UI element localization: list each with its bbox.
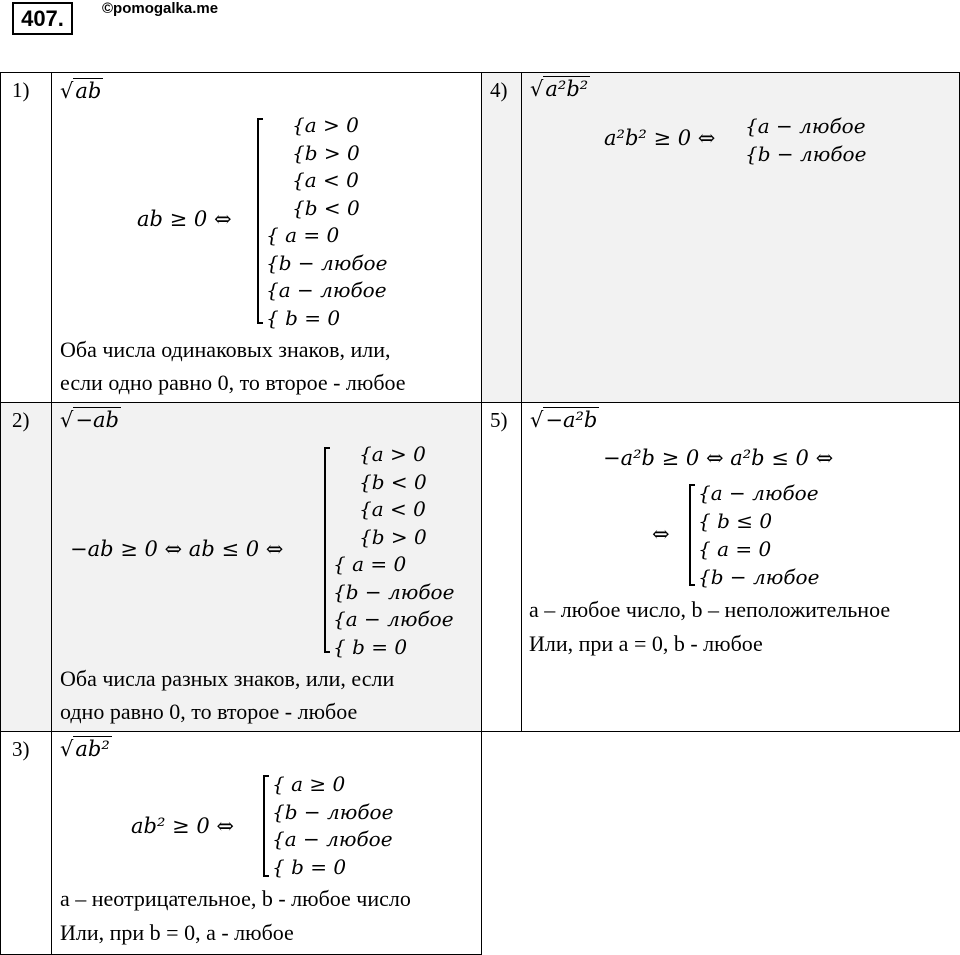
cell-2-num-col: [0, 402, 52, 732]
cell-1-text-2: если одно равно 0, то второе - любое: [60, 370, 406, 395]
cell-2-row-3: {a < 0: [359, 497, 426, 521]
cell-5-root: √−a²b: [530, 408, 598, 432]
cell-5-row-1: {a − любое: [698, 481, 819, 505]
cell-3-lhs: ab² ≥ 0 ⇔: [131, 814, 234, 838]
cell-5-bracket: [689, 484, 695, 586]
cell-2-text-2: одно равно 0, то второе - любое: [60, 699, 358, 724]
cell-2-number: 2): [12, 408, 30, 432]
cell-3-text-1: a – неотрицательное, b - любое число: [60, 886, 411, 911]
cell-5-text-1: a – любое число, b – неположительное: [529, 597, 891, 622]
cell-2-row-2: {b < 0: [359, 470, 427, 494]
cell-3-bracket: [263, 775, 269, 877]
cell-1-bracket: [257, 118, 263, 324]
cell-3-text-2: Или, при b = 0, a - любое: [60, 920, 294, 945]
cell-1-number: 1): [12, 78, 30, 102]
cell-3-number: 3): [12, 737, 30, 761]
cell-3-row-1: { a ≥ 0: [272, 772, 346, 796]
cell-4-row-2: {b − любое: [745, 142, 867, 166]
cell-3-row-4: { b = 0: [272, 855, 347, 879]
cell-2-row-7: {a − любое: [333, 607, 454, 631]
cell-1-row-4: {b < 0: [292, 196, 360, 220]
cell-4-num-col: [481, 72, 522, 403]
cell-5-row-3: { a = 0: [698, 537, 772, 561]
cell-1-row-7: {a − любое: [266, 278, 387, 302]
cell-3-num-col: [0, 731, 52, 955]
site-watermark: ©pomogalka.me: [102, 0, 219, 17]
cell-2-text-1: Оба числа разных знаков, или, если: [60, 666, 395, 691]
cell-1-text-1: Оба числа одинаковых знаков, или,: [60, 337, 391, 362]
cell-1-lhs: ab ≥ 0 ⇔: [137, 207, 232, 231]
cell-3-root: √ab²: [60, 737, 110, 761]
cell-2-bracket: [324, 447, 330, 653]
cell-1-row-5: { a = 0: [266, 223, 340, 247]
cell-3-row-2: {b − любое: [272, 800, 394, 824]
cell-3-row-3: {a − любое: [272, 827, 393, 851]
cell-2-row-5: { a = 0: [333, 552, 407, 576]
cell-4-number: 4): [490, 78, 508, 102]
cell-4-row-1: {a − любое: [745, 114, 866, 138]
cell-1-row-6: {b − любое: [266, 251, 388, 275]
cell-4: [521, 72, 960, 403]
cell-2-row-6: {b − любое: [333, 580, 455, 604]
cell-1-row-8: { b = 0: [266, 306, 341, 330]
problem-number: 407.: [12, 2, 73, 35]
cell-2-row-1: {a > 0: [359, 442, 426, 466]
cell-4-lhs: a²b² ≥ 0 ⇔: [604, 126, 716, 150]
cell-2-row-8: { b = 0: [333, 635, 408, 659]
cell-2-lhs: −ab ≥ 0 ⇔ ab ≤ 0 ⇔: [70, 537, 284, 561]
cell-5-number: 5): [490, 408, 508, 432]
cell-2-root: √−ab: [60, 408, 119, 432]
cell-1-root: √ab: [60, 79, 102, 103]
cell-5-lhs: ⇔: [652, 522, 670, 546]
cell-1-row-3: {a < 0: [292, 168, 359, 192]
cell-5-text-2: Или, при a = 0, b - любое: [529, 631, 763, 656]
cell-1-row-1: {a > 0: [292, 113, 359, 137]
cell-5-row-2: { b ≤ 0: [698, 509, 773, 533]
cell-4-root: √a²b²: [530, 77, 589, 101]
cell-5-row-4: {b − любое: [698, 565, 820, 589]
cell-5-line-1: −a²b ≥ 0 ⇔ a²b ≤ 0 ⇔: [603, 446, 834, 470]
cell-2-row-4: {b > 0: [359, 525, 427, 549]
cell-1-num-col: [0, 72, 52, 403]
cell-1-row-2: {b > 0: [292, 141, 360, 165]
cell-5-num-col: [481, 402, 522, 732]
